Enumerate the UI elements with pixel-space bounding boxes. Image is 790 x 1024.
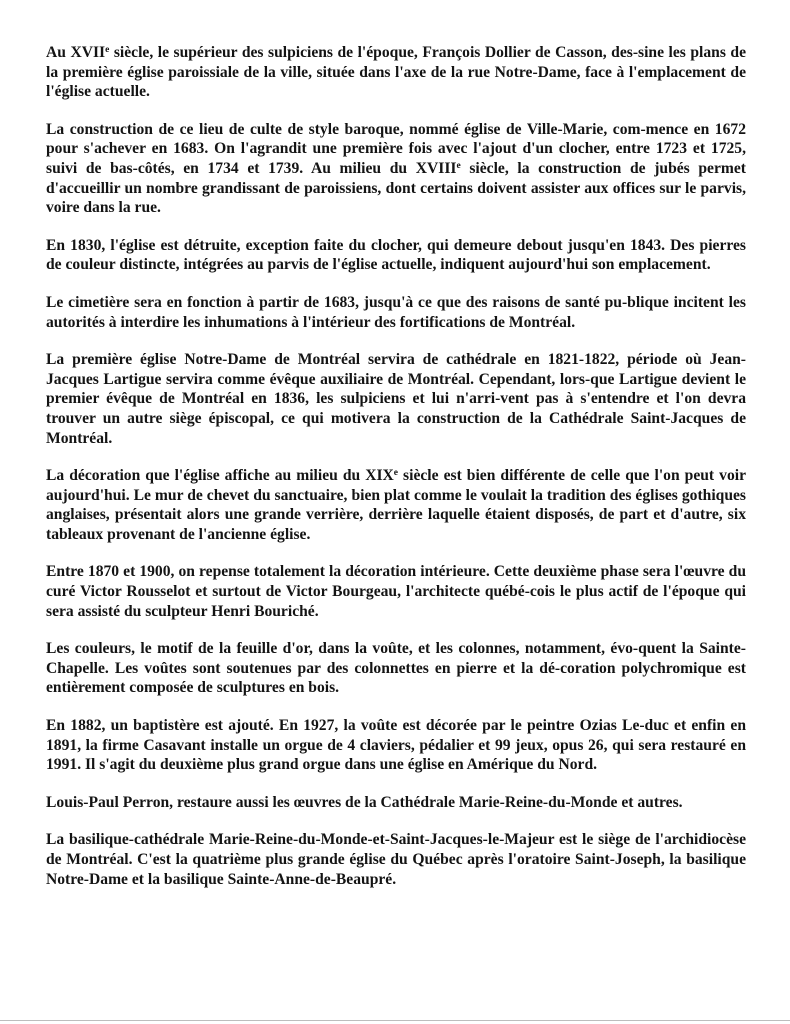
paragraph-p4-text: Le cimetière sera en fonction à partir de 1683, jusqu'à ce que des raisons de santé pu-blique incitent les autorités à interdire les inhumations à l'intérieur des fortifications de Montréal. — [46, 293, 746, 331]
paragraph-p9-text: En 1882, un baptistère est ajouté. En 1927, la voûte est décorée par le peintre Ozias Le-duc et enfin en 1891, la firme Casavant installe un orgue de 4 claviers, pédalier et 99 jeux, opus 26, qui sera restauré en 1991. Il s'agit du deuxième plus grand orgue dans une église en Amérique du Nord. — [46, 717, 746, 774]
paragraph-p1-text-1: Au XVII — [46, 44, 106, 61]
paragraph-p7 — [46, 562, 746, 621]
paragraph-p3-text: En 1830, l'église est détruite, exception faite du clocher, qui demeure debout jusqu'en 1843. Des pierres de couleur distincte, intégrées au parvis de l'église actuelle, indiquent aujourd'hui son emplacement. — [46, 236, 746, 274]
paragraph-p7-text: Entre 1870 et 1900, on repense totalement la décoration intérieure. Cette deuxième phase sera l'œuvre du curé Victor Rousselot et surtout de Victor Bourgeau, l'architecte québé-cois le plus actif de l'époque qui sera assisté du sculpteur Henri Bouriché. — [46, 563, 746, 620]
paragraph-p10 — [46, 793, 746, 813]
paragraph-p8 — [46, 639, 746, 698]
paragraph-p8-text: Les couleurs, le motif de la feuille d'or, dans la voûte, et les colonnes, notamment, évo-quent la Sainte-Chapelle. Les voûtes sont soutenues par des colonnettes en pierre et la dé-coration polychromique est entièrement composée de sculptures en bois. — [46, 640, 746, 697]
paragraph-p5 — [46, 350, 746, 448]
paragraph-p2-text-2: siècle, la construction de jubés permet d'accueillir un nombre grandissant de paroissiens, dont certains doivent assister aux offices sur le parvis, voire dans la rue. — [46, 159, 746, 217]
paragraph-p6-text-2: siècle est bien différente de celle que l'on peut voir aujourd'hui. Le mur de chevet du sanctuaire, bien plat comme le voulait la tradition des églises gothiques anglaises, présentait alors une grande verrière, derrière laquelle étaient disposés, de part et d'autre, six tableaux provenant de l'ancienne église. — [46, 467, 746, 543]
paragraph-p1-text-2: siècle, le supérieur des sulpiciens de l'époque, François Dollier de Casson, des-sine les plans de la première église paroissiale de la ville, située dans l'axe de la rue Notre-Dame, face à l'emplacement de l'église actuelle. — [46, 44, 746, 101]
document-body — [46, 43, 746, 907]
paragraph-p1-superscript: e — [105, 45, 110, 55]
paragraph-p11 — [46, 830, 746, 889]
paragraph-p2 — [46, 120, 746, 218]
paragraph-p5-text: La première église Notre-Dame de Montréal servira de cathédrale en 1821-1822, période où Jean-Jacques Lartigue servira comme évêque auxiliaire de Montréal. Cependant, lors-que Lartigue devient le premier évêque de Montréal en 1836, les sulpiciens et lui n'arri-vent pas à s'entendre et l'on devra trouver un autre siège épiscopal, ce qui motivera la construction de la Cathédrale Saint-Jacques de Montréal. — [46, 351, 746, 447]
paragraph-p11-text: La basilique-cathédrale Marie-Reine-du-Monde-et-Saint-Jacques-le-Majeur est le siège de l'archidiocèse de Montréal. C'est la quatrième plus grande église du Québec après l'oratoire Saint-Joseph, la basilique Notre-Dame et la basilique Sainte-Anne-de-Beaupré. — [46, 831, 746, 888]
paragraph-p9 — [46, 716, 746, 775]
paragraph-p6 — [46, 466, 746, 544]
paragraph-p1 — [46, 43, 746, 102]
paragraph-p6-text-1: La décoration que l'église affiche au milieu du XIX — [46, 467, 394, 485]
paragraph-p2-text-1: La construction de ce lieu de culte de style baroque, nommé église de Ville-Marie, com-mence en 1672 pour s'achever en 1683. On l'agrandit une première fois avec l'ajout d'un clocher, entre 1723 et 1725, suivi de bas-côtés, en 1734 et 1739. Au milieu du XVIII — [46, 120, 746, 177]
paragraph-p6-superscript: e — [393, 468, 399, 479]
paragraph-p2-superscript: e — [456, 160, 461, 171]
page-bottom-rule — [0, 1020, 790, 1021]
paragraph-p4 — [46, 293, 746, 332]
paragraph-p3 — [46, 236, 746, 275]
paragraph-p10-text: Louis-Paul Perron, restaure aussi les œuvres de la Cathédrale Marie-Reine-du-Monde et autres. — [46, 793, 683, 811]
